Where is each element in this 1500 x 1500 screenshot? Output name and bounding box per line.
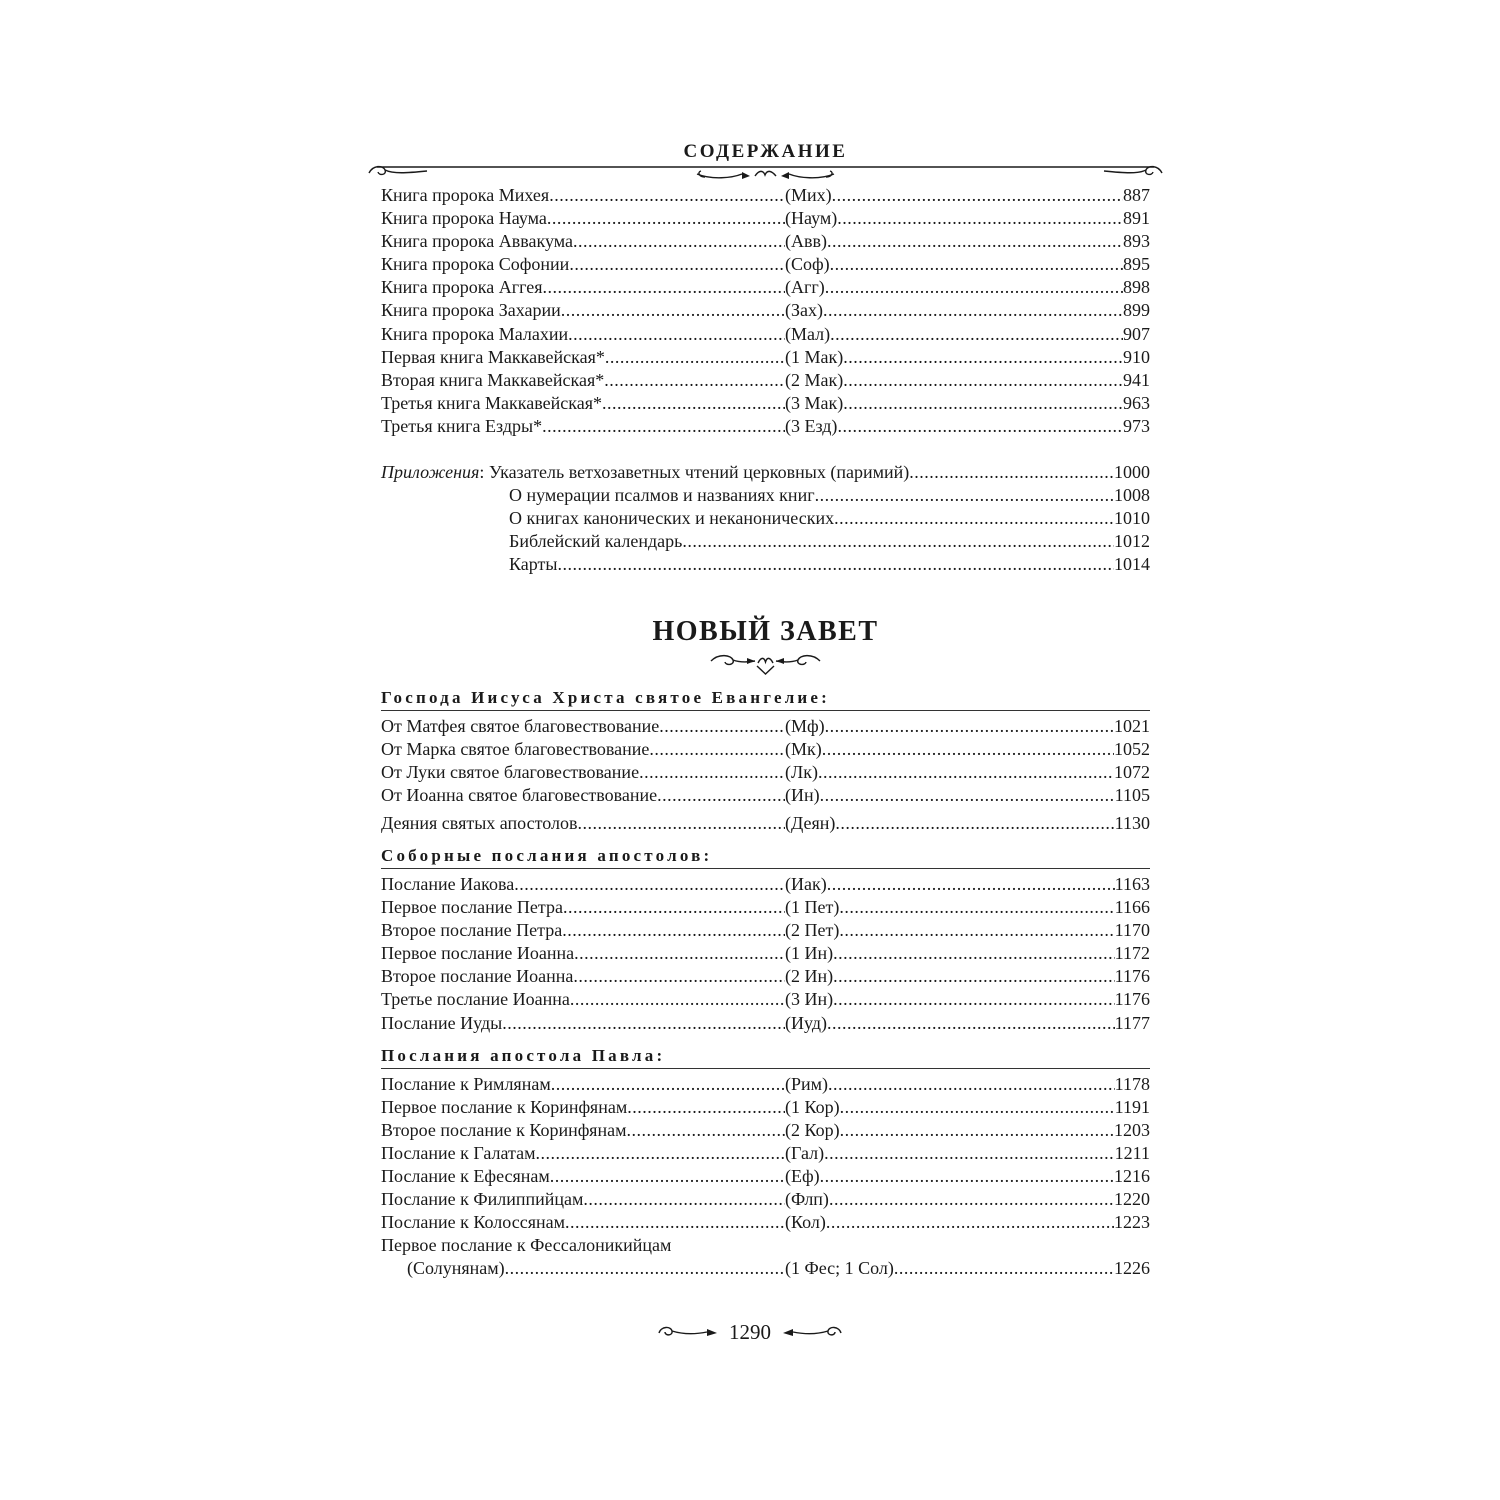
toc-entry <box>381 715 1150 738</box>
toc-entry-title: Книга пророка Михея <box>381 185 550 205</box>
toc-entry-title: Третье послание Иоанна <box>381 989 570 1010</box>
toc-entry <box>381 919 1150 942</box>
toc-entry-title: Первое послание к Коринфянам <box>381 1096 628 1117</box>
toc-entry-title: Послание к Галатам <box>381 1142 536 1163</box>
toc-entry-abbr: (Ин) <box>785 784 820 805</box>
toc-entry-page: 1176 <box>1114 966 1150 987</box>
appendix-entry-page: 1012 <box>1114 531 1150 552</box>
toc-entry-page: 1216 <box>1114 1166 1150 1186</box>
toc-entry-title: Послание Иуды <box>381 1012 503 1033</box>
appendix-entry <box>381 530 1150 553</box>
toc-entry <box>381 942 1150 965</box>
toc-entry-title: Первое послание Иоанна <box>381 943 575 964</box>
toc-entry-title: Первое послание Петра <box>381 897 563 918</box>
appendix-entry-title: О книгах канонических и неканонических <box>509 508 835 529</box>
toc-entry <box>381 988 1150 1011</box>
toc-entry-page: 1220 <box>1114 1189 1150 1210</box>
toc-entry-abbr: (3 Езд) <box>785 415 838 436</box>
toc-entry-page: 1176 <box>1114 989 1150 1010</box>
toc-entry <box>381 392 1150 415</box>
toc-entry-title: Книга пророка Наума <box>381 208 547 229</box>
toc-entry-page: 898 <box>1123 277 1150 298</box>
flourish-ornament-icon <box>367 164 1164 184</box>
section-title-new-testament: НОВЫЙ ЗАВЕТ <box>652 615 879 647</box>
toc-entry <box>381 873 1150 896</box>
toc-entry-page: 963 <box>1123 392 1150 413</box>
toc-entry-title: Второе послание Иоанна <box>381 966 574 987</box>
toc-entry-page: 1223 <box>1114 1212 1150 1233</box>
toc-entry-page: 887 <box>1123 185 1150 205</box>
flourish-ornament-icon <box>381 649 1150 677</box>
group-heading-gospels: Господа Иисуса Христа святое Евангелие: <box>381 685 1150 711</box>
toc-entry-title: Послание к Римлянам <box>381 1073 551 1094</box>
toc-entry-title: Второе послание к Коринфянам <box>381 1119 627 1140</box>
appendix-entry <box>381 484 1150 507</box>
appendix-entry-title: О нумерации псалмов и названиях книг <box>509 485 815 506</box>
appendix-entry-page: 1014 <box>1114 554 1150 575</box>
appendix-entry-page: 1000 <box>1114 462 1150 483</box>
toc-entry-title: Первая книга Маккавейская* <box>381 346 605 367</box>
toc-entry <box>381 415 1150 438</box>
toc-entry <box>381 1119 1150 1142</box>
toc-entry-abbr: (Наум) <box>785 208 838 229</box>
toc-entry-page: 1191 <box>1114 1096 1150 1117</box>
appendix-label: Приложения <box>381 462 480 483</box>
toc-entry-page: 1172 <box>1114 943 1150 964</box>
acts-entry <box>381 812 1150 835</box>
toc-entry <box>381 230 1150 253</box>
toc-entry-abbr: (3 Ин) <box>785 989 834 1010</box>
toc-entry-page: 891 <box>1123 208 1150 229</box>
toc-entry-page: 1163 <box>1114 873 1150 894</box>
toc-entry-title: Вторая книга Маккавейская* <box>381 369 605 390</box>
appendix-entry-title: Карты <box>509 554 558 575</box>
toc-entry-page: 899 <box>1123 300 1150 321</box>
toc-entry-page: 973 <box>1123 415 1150 436</box>
toc-entry-abbr: (Мф) <box>785 715 825 736</box>
toc-entry-abbr: (2 Пет) <box>785 920 840 941</box>
toc-entry <box>381 253 1150 276</box>
appendix-entry-page: 1008 <box>1114 485 1150 506</box>
appendix-entry-title: Указатель ветхозаветных чтений церковных (паримий) <box>488 462 910 483</box>
toc-entry-page: 907 <box>1123 323 1150 344</box>
toc-entry-title: Книга пророка Захарии <box>381 300 561 321</box>
folio-area <box>0 1318 1500 1346</box>
appendix-entry-title: Библейский календарь <box>509 531 683 552</box>
toc-entry-title: Книга пророка Аггея <box>381 277 543 298</box>
toc-entry-page: 1211 <box>1114 1142 1150 1163</box>
toc-entry-abbr: (Зах) <box>785 300 823 321</box>
toc-entry <box>381 1165 1150 1188</box>
toc-entry-title-line1: Первое послание к Фессалоникийцам <box>381 1235 672 1256</box>
toc-entry-title: Деяния святых апостолов <box>381 812 578 833</box>
toc-entry-abbr: (Иак) <box>785 873 827 894</box>
toc-entry <box>381 1096 1150 1119</box>
toc-entry-abbr: (2 Ин) <box>785 966 834 987</box>
toc-entry-title: Послание к Филиппийцам <box>381 1189 584 1210</box>
toc-entry-abbr: (1 Фес; 1 Сол) <box>785 1258 894 1279</box>
header-rule-ornament <box>367 164 1164 184</box>
toc-entry <box>381 1142 1150 1165</box>
toc-entry-page: 1105 <box>1114 784 1150 805</box>
toc-entry-title: Третья книга Ездры* <box>381 415 543 436</box>
toc-entry-abbr: (1 Ин) <box>785 943 834 964</box>
toc-entry <box>381 1211 1150 1234</box>
toc-entry-title: От Луки святое благовествование <box>381 761 640 782</box>
toc-entry-page: 1130 <box>1114 812 1150 833</box>
appendix-entry <box>381 507 1150 530</box>
toc-entry-page: 1203 <box>1114 1119 1150 1140</box>
toc-entry-page: 1166 <box>1114 897 1150 918</box>
section-ornament <box>381 649 1150 677</box>
toc-entry-abbr: (Мал) <box>785 323 831 344</box>
toc-entry-abbr: (Кол) <box>785 1212 826 1233</box>
page-number: 1290 <box>729 1320 771 1344</box>
toc-entry <box>381 812 1150 835</box>
toc-entry <box>381 1257 1150 1280</box>
toc-entry-page: 893 <box>1123 231 1150 252</box>
toc-entry-title: От Марка святое благовествование <box>381 738 650 759</box>
toc-entry-abbr: (Флп) <box>785 1189 829 1210</box>
left-flourish-icon <box>657 1324 719 1340</box>
toc-entry-abbr: (Рим) <box>785 1073 829 1094</box>
toc-entry <box>381 1012 1150 1035</box>
toc-entry-abbr: (2 Кор) <box>785 1119 840 1140</box>
toc-entry-page: 1226 <box>1114 1258 1150 1279</box>
catholic-epistles-list <box>381 873 1150 1035</box>
toc-entry-abbr: (Мк) <box>785 738 822 759</box>
toc-entry-abbr: (Соф) <box>785 254 830 275</box>
toc-entry-abbr: (Мих) <box>785 185 832 205</box>
ot-entries-list <box>381 184 1150 438</box>
toc-entry-title: Послание Иакова <box>381 873 515 894</box>
right-flourish-icon <box>781 1324 843 1340</box>
toc-entry-abbr: (Агг) <box>785 277 825 298</box>
running-head: СОДЕРЖАНИЕ <box>683 141 848 162</box>
toc-entry <box>381 1073 1150 1096</box>
toc-entry-page: 941 <box>1123 369 1150 390</box>
toc-entry <box>381 369 1150 392</box>
toc-page <box>381 140 1150 1280</box>
toc-entry <box>381 323 1150 346</box>
toc-entry-page: 895 <box>1123 254 1150 275</box>
toc-entry <box>381 896 1150 919</box>
toc-entry <box>381 965 1150 988</box>
toc-entry <box>381 784 1150 807</box>
toc-entry <box>381 1188 1150 1211</box>
toc-entry-abbr: (Деян) <box>785 812 836 833</box>
group-heading-pauline-epistles: Послания апостола Павла: <box>381 1043 1150 1069</box>
group-heading-catholic-epistles: Соборные послания апостолов: <box>381 843 1150 869</box>
toc-entry-title-line2: (Солунянам) <box>407 1258 505 1279</box>
toc-entry-page: 1021 <box>1114 715 1150 736</box>
appendix-entry: Приложения: Указатель ветхозаветных чтений церковных (паримий) ..... 1000 <box>381 461 1150 484</box>
toc-entry-title: Книга пророка Малахии <box>381 323 569 344</box>
toc-entry-title: Послание к Ефесянам <box>381 1166 550 1186</box>
toc-entry-title: Третья книга Маккавейская* <box>381 392 602 413</box>
toc-entry-title: От Иоанна святое благовествование <box>381 784 658 805</box>
toc-entry-page: 910 <box>1123 346 1150 367</box>
appendix-entry <box>381 553 1150 576</box>
gospels-list <box>381 715 1150 807</box>
toc-entry-abbr: (Иуд) <box>785 1012 828 1033</box>
toc-entry-page: 1052 <box>1114 738 1150 759</box>
toc-entry <box>381 761 1150 784</box>
toc-entry <box>381 738 1150 761</box>
toc-entry <box>381 207 1150 230</box>
toc-entry-abbr: (Лк) <box>785 761 818 782</box>
toc-entry-page: 1170 <box>1114 920 1150 941</box>
pauline-epistles-list <box>381 1073 1150 1235</box>
appendix-list <box>381 461 1150 576</box>
toc-entry <box>381 184 1150 207</box>
toc-entry-abbr: (1 Пет) <box>785 897 840 918</box>
toc-entry-title: Книга пророка Софонии <box>381 254 570 275</box>
toc-entry-title: Второе послание Петра <box>381 920 563 941</box>
toc-entry <box>381 299 1150 322</box>
toc-entry-title: От Матфея святое благовествование <box>381 715 660 736</box>
toc-entry-page: 1178 <box>1114 1073 1150 1094</box>
toc-entry-abbr: (Авв) <box>785 231 827 252</box>
toc-entry-abbr: (1 Кор) <box>785 1096 840 1117</box>
toc-entry-abbr: (Гал) <box>785 1142 825 1163</box>
toc-entry <box>381 276 1150 299</box>
toc-entry-title: Книга пророка Аввакума <box>381 231 573 252</box>
toc-entry <box>381 346 1150 369</box>
appendix-entry-page: 1010 <box>1114 508 1150 529</box>
toc-entry-abbr: (3 Мак) <box>785 392 844 413</box>
toc-entry-page: 1072 <box>1114 761 1150 782</box>
toc-entry-abbr: (1 Мак) <box>785 346 844 367</box>
toc-entry-title: Послание к Колоссянам <box>381 1212 565 1233</box>
toc-entry-page: 1177 <box>1114 1012 1150 1033</box>
toc-entry-abbr: (Еф) <box>785 1166 820 1186</box>
toc-entry-abbr: (2 Мак) <box>785 369 844 390</box>
